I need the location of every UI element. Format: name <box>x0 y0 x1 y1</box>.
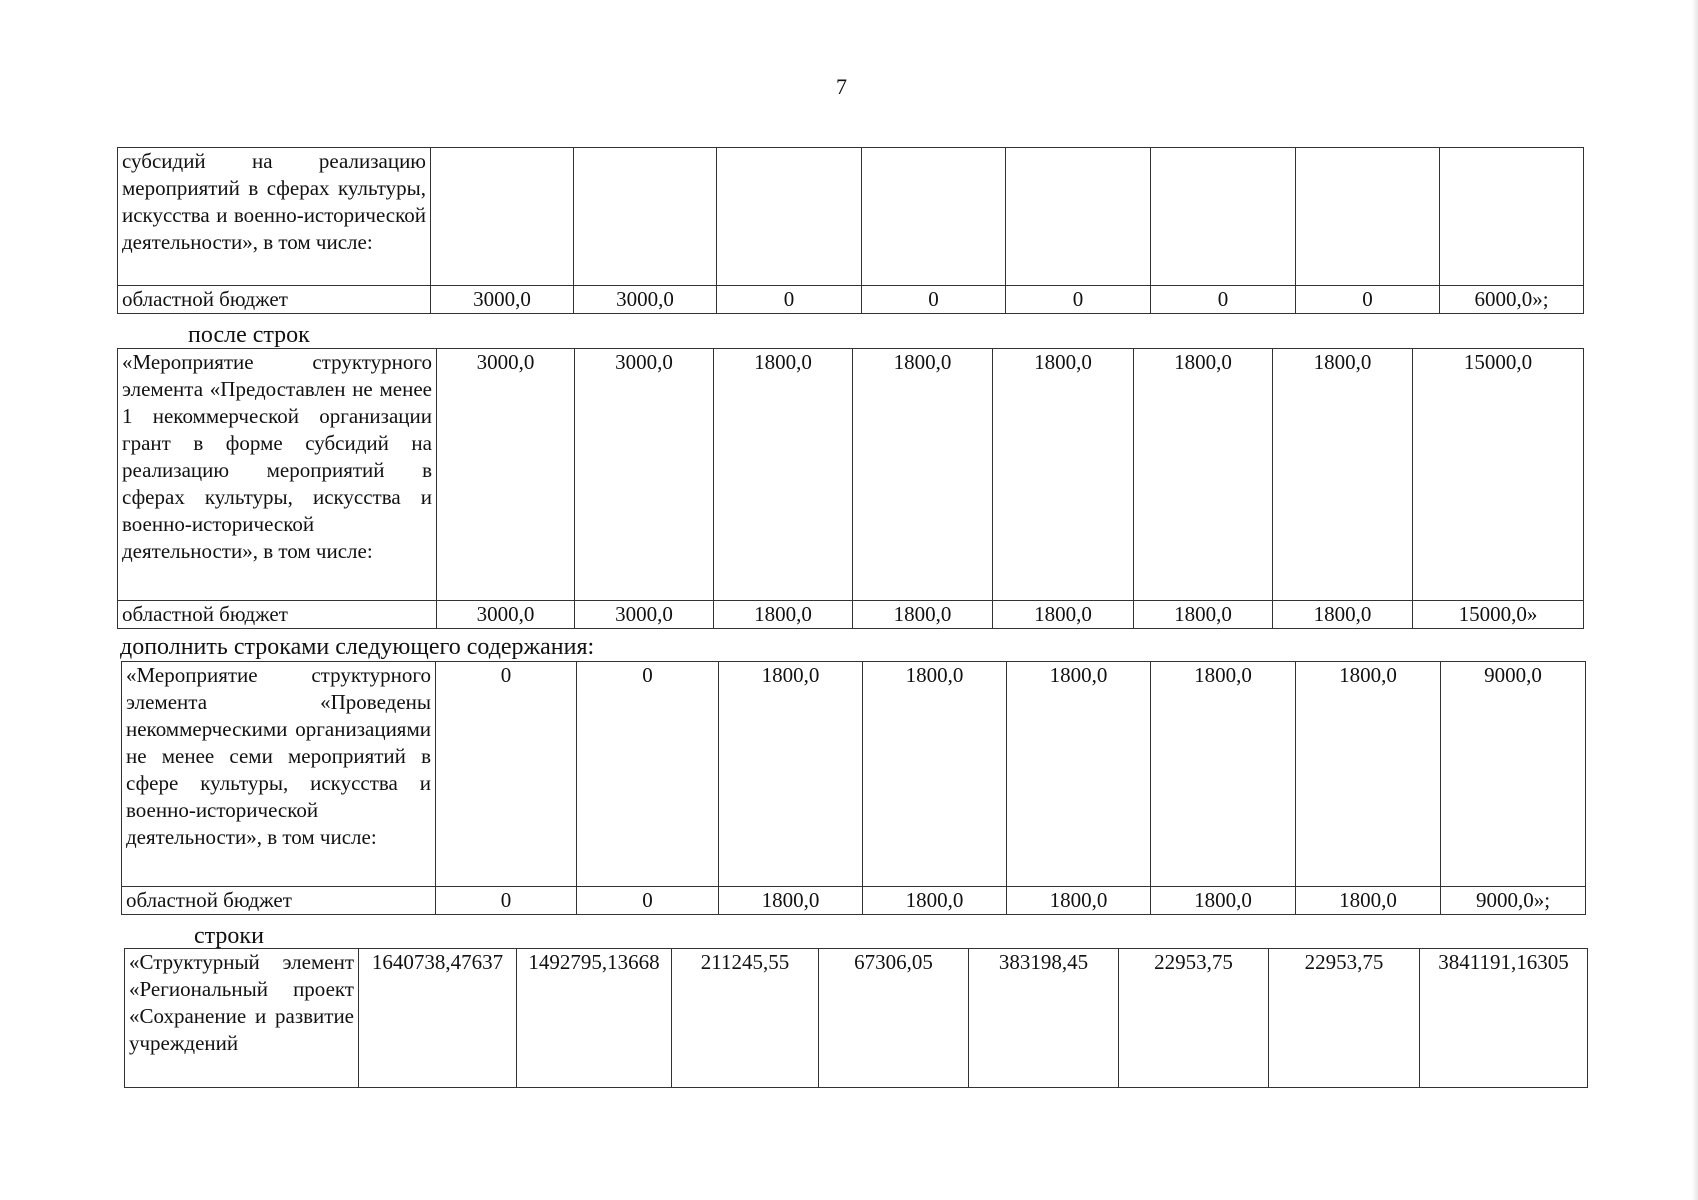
page-number: 7 <box>836 74 847 99</box>
value-cell: 1492795,13668 <box>517 949 672 1088</box>
value-cell: 1800,0 <box>1273 349 1413 601</box>
value-cell: 1800,0 <box>993 601 1134 629</box>
table-block-3 <box>121 661 1586 915</box>
value-cell: 1800,0 <box>1296 662 1441 887</box>
scan-edge <box>1692 0 1698 1200</box>
row-label: «Структурный элемент «Региональный проект «Сохранение и развитие учреждений <box>125 949 359 1088</box>
value-cell: 1800,0 <box>1151 887 1296 915</box>
value-cell: 211245,55 <box>672 949 819 1088</box>
empty-cell <box>1440 148 1584 286</box>
row-label: «Мероприятие структурного элемента «Предоставлен не менее 1 некоммерческой организации грант в форме субсидий на реализацию мероприятий в сферах культуры, искусства и военно-исторической деятельности», в том числе: <box>118 349 437 601</box>
table-row <box>118 349 1584 601</box>
value-cell: 1800,0 <box>719 662 863 887</box>
empty-cell <box>1151 148 1296 286</box>
value-cell: 3000,0 <box>575 601 714 629</box>
row-label: областной бюджет <box>118 601 437 629</box>
value-cell: 0 <box>436 662 577 887</box>
value-cell: 0 <box>436 887 577 915</box>
value-cell: 0 <box>577 887 719 915</box>
value-cell: 3000,0 <box>575 349 714 601</box>
value-cell: 1800,0 <box>1007 662 1151 887</box>
value-cell: 1800,0 <box>719 887 863 915</box>
value-cell: 1800,0 <box>714 601 853 629</box>
empty-cell <box>431 148 574 286</box>
table-row <box>122 887 1586 915</box>
value-cell: 3841191,16305 <box>1420 949 1588 1088</box>
value-cell: 1800,0 <box>1134 601 1273 629</box>
table-block-4 <box>124 948 1588 1088</box>
empty-cell <box>1006 148 1151 286</box>
row-label: областной бюджет <box>122 887 436 915</box>
empty-cell <box>1296 148 1440 286</box>
value-cell: 0 <box>1296 286 1440 314</box>
table-row <box>118 286 1584 314</box>
table-row <box>118 148 1584 286</box>
value-cell: 0 <box>862 286 1006 314</box>
value-cell: 0 <box>1006 286 1151 314</box>
empty-cell <box>574 148 717 286</box>
value-cell: 1800,0 <box>1296 887 1441 915</box>
empty-cell <box>862 148 1006 286</box>
empty-cell <box>717 148 862 286</box>
row-label: «Мероприятие структурного элемента «Проведены некоммерческими организациями не менее семи мероприятий в сфере культуры, искусства и военно-исторической деятельности», в том числе: <box>122 662 436 887</box>
value-cell: 3000,0 <box>431 286 574 314</box>
value-cell: 6000,0»; <box>1440 286 1584 314</box>
value-cell: 1800,0 <box>1007 887 1151 915</box>
table-block-1 <box>117 147 1584 314</box>
value-cell: 1640738,47637 <box>359 949 517 1088</box>
value-cell: 383198,45 <box>969 949 1119 1088</box>
table-block-2 <box>117 348 1584 629</box>
row-label: областной бюджет <box>118 286 431 314</box>
value-cell: 3000,0 <box>574 286 717 314</box>
table-row <box>122 662 1586 887</box>
value-cell: 22953,75 <box>1119 949 1269 1088</box>
caption-after-rows: после строк <box>188 322 310 348</box>
value-cell: 3000,0 <box>437 349 575 601</box>
value-cell: 1800,0 <box>1273 601 1413 629</box>
table-row <box>125 949 1588 1088</box>
value-cell: 9000,0»; <box>1441 887 1586 915</box>
value-cell: 1800,0 <box>863 887 1007 915</box>
row-label: субсидий на реализацию мероприятий в сферах культуры, искусства и военно-исторической деятельности», в том числе: <box>118 148 431 286</box>
value-cell: 67306,05 <box>819 949 969 1088</box>
value-cell: 1800,0 <box>714 349 853 601</box>
value-cell: 1800,0 <box>853 349 993 601</box>
value-cell: 22953,75 <box>1269 949 1420 1088</box>
caption-rows: строки <box>194 923 264 949</box>
value-cell: 1800,0 <box>863 662 1007 887</box>
value-cell: 15000,0» <box>1413 601 1584 629</box>
caption-add-rows: дополнить строками следующего содержания: <box>120 634 595 660</box>
value-cell: 1800,0 <box>993 349 1134 601</box>
value-cell: 3000,0 <box>437 601 575 629</box>
value-cell: 1800,0 <box>853 601 993 629</box>
value-cell: 0 <box>577 662 719 887</box>
value-cell: 0 <box>1151 286 1296 314</box>
value-cell: 1800,0 <box>1134 349 1273 601</box>
value-cell: 15000,0 <box>1413 349 1584 601</box>
value-cell: 0 <box>717 286 862 314</box>
value-cell: 1800,0 <box>1151 662 1296 887</box>
table-row <box>118 601 1584 629</box>
value-cell: 9000,0 <box>1441 662 1586 887</box>
